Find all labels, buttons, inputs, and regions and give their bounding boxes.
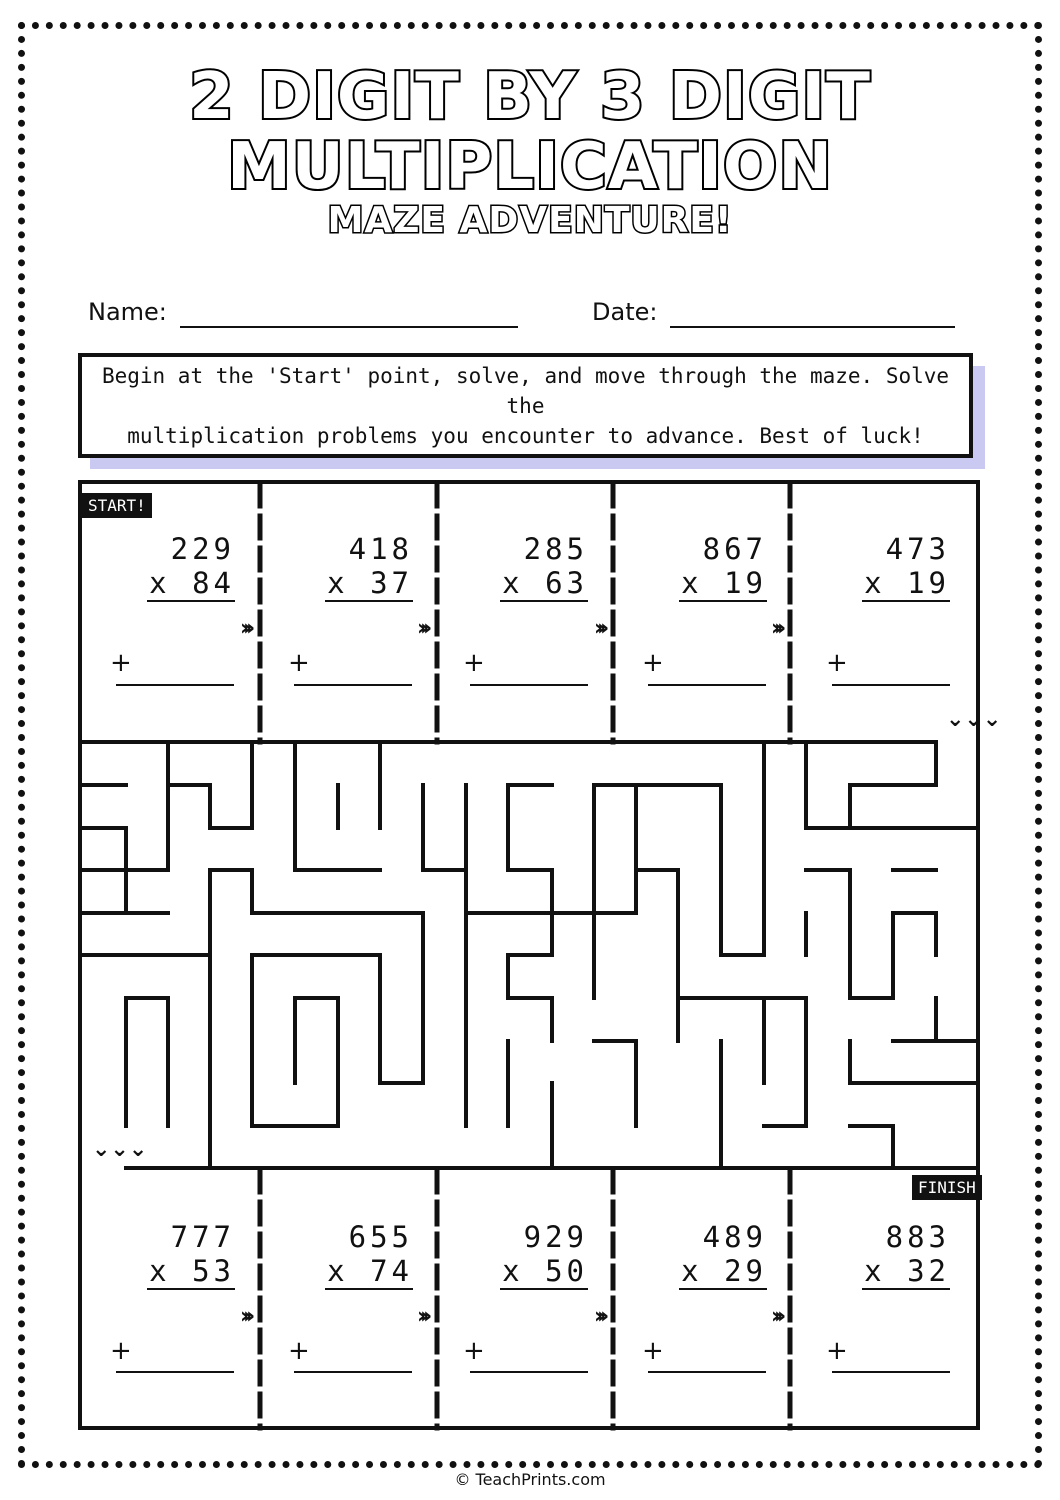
problem-bottom-3-multiplier: x 50 <box>502 1254 588 1288</box>
problem-top-1-multiplicand: 229 <box>170 532 235 566</box>
problem-bottom-2-multiplicand: 655 <box>348 1220 413 1254</box>
problem-bottom-4-multiplicand: 489 <box>702 1220 767 1254</box>
problem-top-3-multiplier: x 63 <box>502 566 588 600</box>
problem-bottom-1-multiplier: x 53 <box>149 1254 235 1288</box>
problem-top-4 <box>607 532 767 602</box>
problem-top-5 <box>790 532 950 602</box>
name-label: Name: <box>88 298 167 326</box>
problem-top-1 <box>75 532 235 602</box>
problem-bottom-1 <box>75 1220 235 1290</box>
answer-line[interactable] <box>470 684 588 686</box>
arrow-right-icon: ››› <box>417 616 427 641</box>
plus-sign: + <box>463 648 485 678</box>
arrow-right-icon: ››› <box>771 1304 781 1329</box>
problem-bottom-3-multiplicand: 929 <box>523 1220 588 1254</box>
problem-bottom-4-multiplier: x 29 <box>681 1254 767 1288</box>
problem-bottom-5-multiplicand: 883 <box>885 1220 950 1254</box>
instructions-line-1: Begin at the 'Start' point, solve, and move through the maze. Solve the <box>101 363 950 418</box>
problem-bottom-4 <box>607 1220 767 1290</box>
problem-top-1-multiplier: x 84 <box>149 566 235 600</box>
plus-sign: + <box>288 648 310 678</box>
plus-sign: + <box>288 1336 310 1366</box>
title-line-1: 2 DIGIT BY 3 DIGIT <box>189 60 871 134</box>
problem-top-5-multiplier: x 19 <box>864 566 950 600</box>
problem-top-4-multiplicand: 867 <box>702 532 767 566</box>
plus-sign: + <box>826 1336 848 1366</box>
answer-line[interactable] <box>832 1371 950 1373</box>
plus-sign: + <box>642 1336 664 1366</box>
problem-top-2-multiplicand: 418 <box>348 532 413 566</box>
problem-top-5-multiplicand: 473 <box>885 532 950 566</box>
problem-bottom-2 <box>253 1220 413 1290</box>
problem-top-4-multiplier: x 19 <box>681 566 767 600</box>
answer-line[interactable] <box>294 684 412 686</box>
problem-top-2 <box>253 532 413 602</box>
start-tag: START! <box>82 493 152 518</box>
copyright-footer: © TeachPrints.com <box>454 1470 606 1489</box>
plus-sign: + <box>463 1336 485 1366</box>
date-label: Date: <box>592 298 658 326</box>
answer-line[interactable] <box>648 684 766 686</box>
arrow-right-icon: ››› <box>594 616 604 641</box>
arrow-down-icon: ⌄⌄⌄ <box>92 1137 148 1162</box>
problem-top-3-multiplicand: 285 <box>523 532 588 566</box>
answer-line[interactable] <box>470 1371 588 1373</box>
answer-line[interactable] <box>116 1371 234 1373</box>
answer-line[interactable] <box>116 684 234 686</box>
problem-bottom-3 <box>428 1220 588 1290</box>
title-line-3: MAZE ADVENTURE! <box>327 200 733 241</box>
plus-sign: + <box>826 648 848 678</box>
plus-sign: + <box>110 648 132 678</box>
arrow-right-icon: ››› <box>240 1304 250 1329</box>
problem-bottom-1-multiplicand: 777 <box>170 1220 235 1254</box>
answer-line[interactable] <box>294 1371 412 1373</box>
plus-sign: + <box>110 1336 132 1366</box>
plus-sign: + <box>642 648 664 678</box>
finish-tag: FINISH <box>912 1175 982 1200</box>
arrow-right-icon: ››› <box>771 616 781 641</box>
arrow-right-icon: ››› <box>240 616 250 641</box>
answer-line[interactable] <box>832 684 950 686</box>
arrow-right-icon: ››› <box>594 1304 604 1329</box>
title-line-2: MULTIPLICATION <box>227 130 833 204</box>
answer-line[interactable] <box>648 1371 766 1373</box>
arrow-right-icon: ››› <box>417 1304 427 1329</box>
problem-bottom-5-multiplier: x 32 <box>864 1254 950 1288</box>
problem-top-2-multiplier: x 37 <box>327 566 413 600</box>
arrow-down-icon: ⌄⌄⌄ <box>946 707 1002 732</box>
problem-top-3 <box>428 532 588 602</box>
problem-bottom-5 <box>790 1220 950 1290</box>
problem-bottom-2-multiplier: x 74 <box>327 1254 413 1288</box>
instructions-line-2: multiplication problems you encounter to advance. Best of luck! <box>127 423 924 448</box>
